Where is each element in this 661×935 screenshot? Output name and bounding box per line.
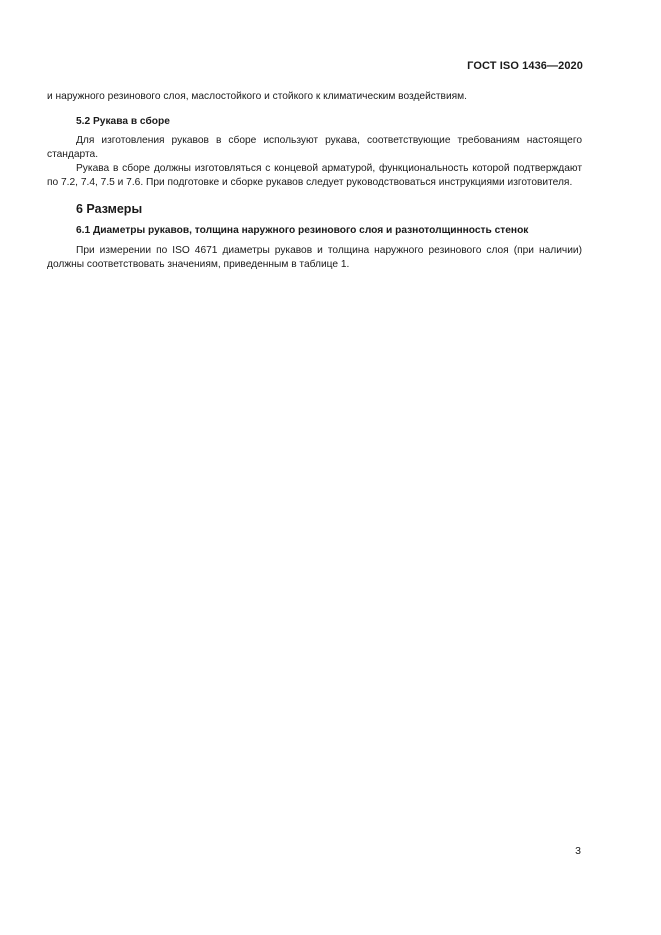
section-6-1-paragraph-1: При измерении по ISO 4671 диаметры рукавов и толщина наружного резинового слоя (при наличии) должны соответствовать значениям, приведенным в таблице 1. — [47, 245, 582, 270]
page-number: 3 — [575, 845, 581, 857]
section-6-1-heading: 6.1 Диаметры рукавов, толщина наружного резинового слоя и разнотолщинность стенок — [76, 225, 529, 236]
document-body — [47, 90, 582, 272]
section-5-2-paragraph-2: Рукава в сборе должны изготовляться с концевой арматурой, функциональность которой подтверждают по 7.2, 7.4, 7.5 и 7.6. При подготовке и сборке рукавов следует руководствоваться инструкциями изготовителя. — [47, 163, 582, 188]
section-6-heading: 6 Размеры — [76, 202, 143, 216]
paragraph-continuation: и наружного резинового слоя, маслостойкого и стойкого к климатическим воздействиям. — [47, 91, 467, 102]
section-5-2-heading: 5.2 Рукава в сборе — [76, 116, 170, 127]
section-5-2-paragraph-1: Для изготовления рукавов в сборе используют рукава, соответствующие требованиям настоящего стандарта. — [47, 135, 582, 160]
document-header-id: ГОСТ ISO 1436—2020 — [467, 60, 583, 72]
